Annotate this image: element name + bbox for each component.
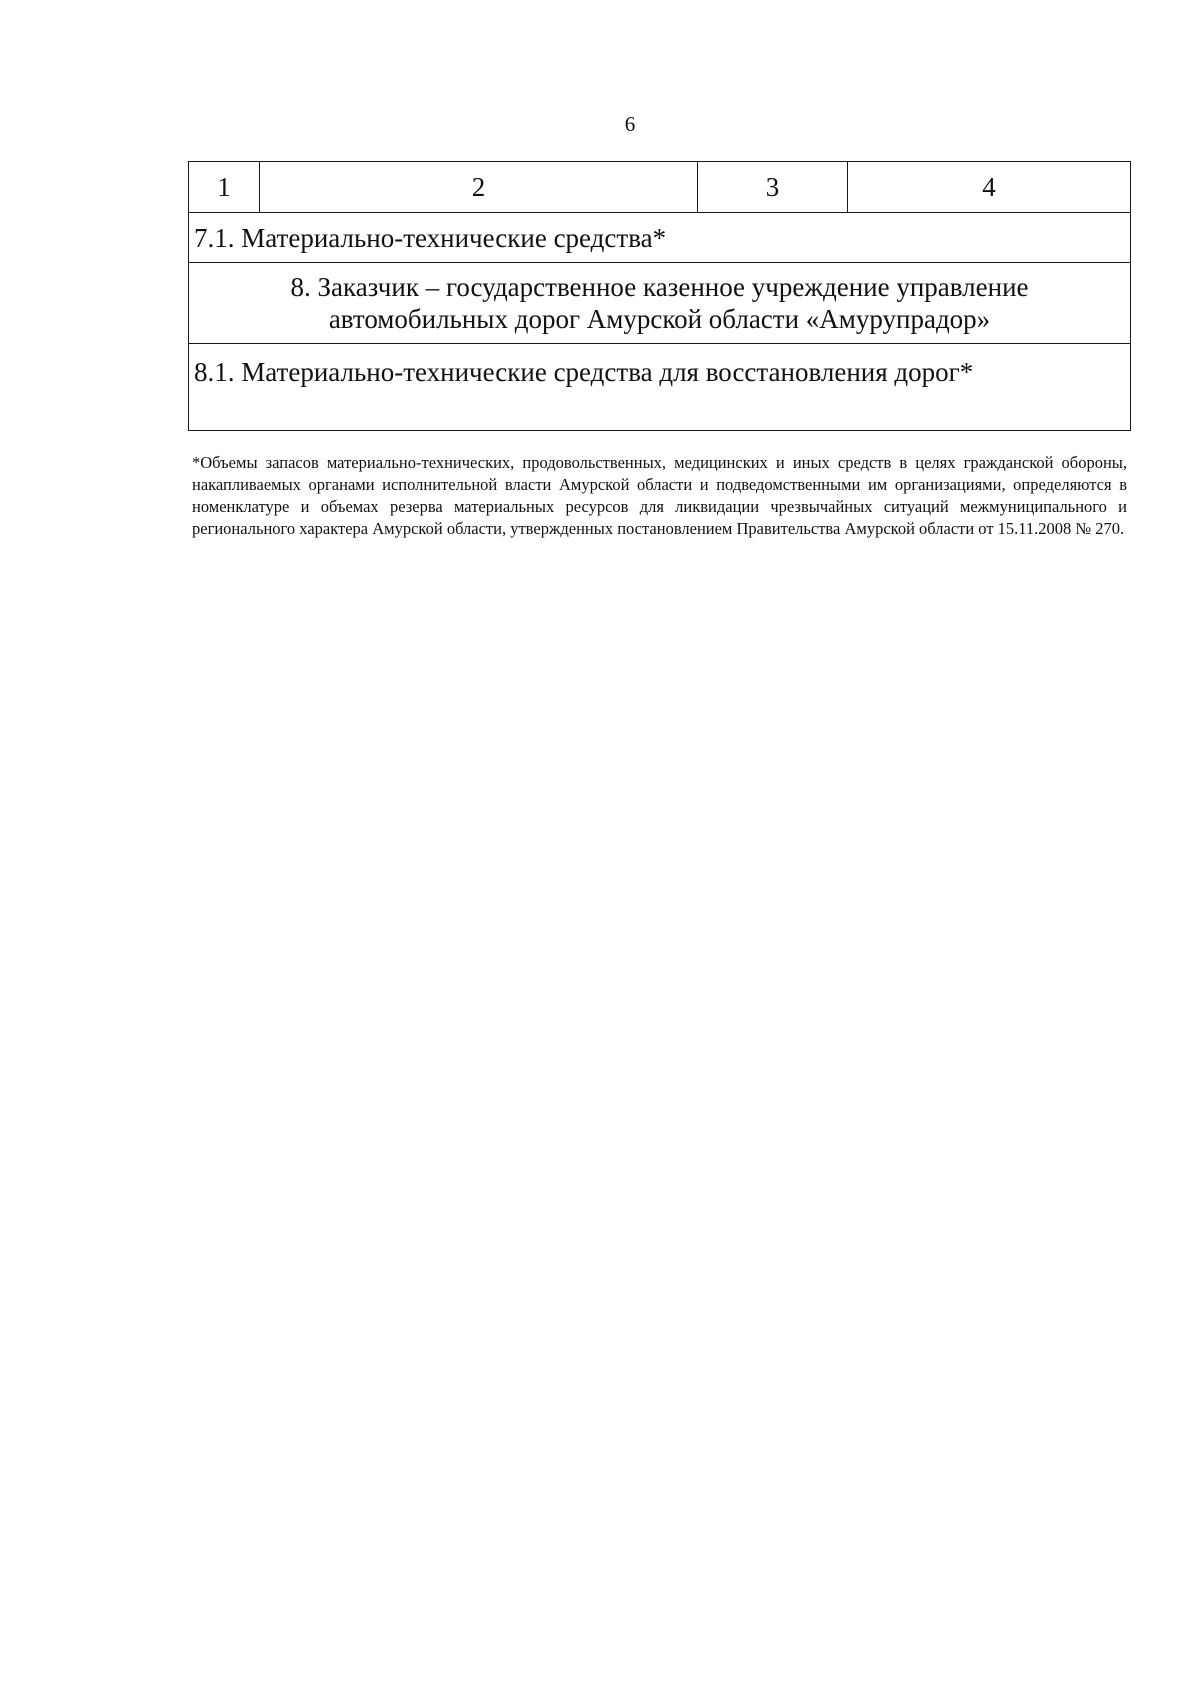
page-number: 6 xyxy=(624,112,636,136)
table-row xyxy=(189,344,1131,431)
table-header-row xyxy=(189,162,1131,213)
section-8-1-cell: 8.1. Материально-технические средства для восстановления дорог* xyxy=(189,344,1131,431)
header-cell-4: 4 xyxy=(848,162,1131,213)
header-cell-3: 3 xyxy=(698,162,848,213)
header-cell-1: 1 xyxy=(189,162,260,213)
section-8-heading-cell xyxy=(189,263,1131,344)
table-row xyxy=(189,263,1131,344)
section-7-1-cell: 7.1. Материально-технические средства* xyxy=(189,213,1131,263)
footnote: *Объемы запасов материально-технических, продовольственных, медицинских и иных средств в целях гражданской обороны, накапливаемых органами исполнительной власти Амурской области и подведомственными им организациями, определяются в номенклатуре и объемах резерва материальных ресурсов для ликвидации чрезвычайных ситуаций межмуниципального и регионального характера Амурской области, утвержденных постановлением Правительства Амурской области от 15.11.2008 № 270. xyxy=(192,453,1127,538)
section-8-heading-line-2: автомобильных дорог Амурской области «Амурупрадор» xyxy=(328,304,991,334)
table-row xyxy=(189,213,1131,263)
section-8-heading-line-1: 8. Заказчик – государственное казенное учреждение управление xyxy=(290,272,1029,302)
header-cell-2: 2 xyxy=(260,162,698,213)
resources-table xyxy=(188,161,1131,431)
